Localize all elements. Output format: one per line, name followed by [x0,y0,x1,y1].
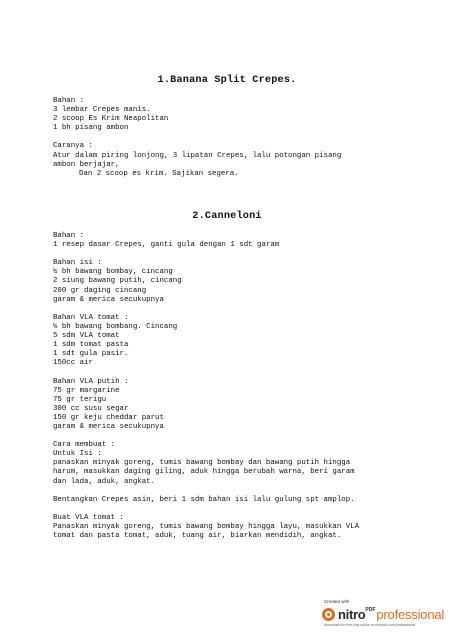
nitro-logo-icon [322,608,335,621]
text-line: Buat VLA tomat : [53,513,124,522]
text-line: Cara membuat : [53,441,116,450]
text-line: 75 gr margarine [53,386,120,395]
text-line: 1 sdm tomat pasta [53,341,129,350]
text-line: Dan 2 scoop es krim. Sajikan segera. [79,169,239,178]
section-body-banana-split-crepes [53,97,413,179]
text-line: Panaskan minyak goreng, tumis bawang bombay hingga layu, masukkan VLA [53,523,360,531]
nitro-brand: nitro [338,606,366,622]
nitro-pdf-watermark [322,599,450,633]
blank-line [53,368,413,377]
text-line: dan lada, aduk, angkat. [53,477,156,486]
text-line: 150 gr keju cheddar parut [53,413,164,422]
text-line: tomat dan pasta tomat, aduk, tuang air, biarkan mendidih, angkat. [53,532,342,541]
text-line: 2 siung bawang putih, cincang [53,277,182,286]
text-line: 1 sdt gula pasir. [53,350,129,359]
blank-line [53,305,413,314]
text-line: 3 lembar Crepes manis. [53,106,151,115]
text-line: Bahan isi : [53,259,102,268]
text-line: Caranya : [53,142,93,151]
text-line: ½ bh bawang bombay, cincang [53,268,173,277]
text-line: panaskan minyak goreng, tumis bawang bombay dan bawang putih hingga [53,459,351,468]
nitro-brand-sup: PDF [365,607,376,613]
section-title-banana-split-crepes: 1.Banana Split Crepes. [157,75,297,86]
text-line: garam & merica secukupnya [53,295,164,304]
section-title-canneloni: 2.Canneloni [192,211,262,222]
text-line: garam & merica secukupnya [53,422,164,431]
blank-line [53,487,413,496]
text-line: Bahan VLA putih : [53,377,129,386]
nitro-logo [322,606,450,622]
text-line: 300 cc susu segar [53,404,129,413]
blank-line [53,250,413,259]
section-body-canneloni [53,232,413,541]
text-line: Atur dalam piring lonjong, 3 lipatan Crepes, lalu potongan pisang [53,151,342,160]
nitro-fine-print: download the free trial online at nitropdf.com/professional [324,623,416,627]
text-line: ambon berjajar, [53,160,120,169]
text-line: 2 scoop Es Krim Neapolitan [53,115,169,124]
nitro-edition: professional [376,606,445,622]
text-line: harum, masukkan daging giling, aduk hingga berubah warna, beri garam [53,468,355,477]
text-line: Bentangkan Crepes asin, beri 1 sdm bahan isi lalu gulung spt amplop. [53,495,355,504]
text-line: Bahan VLA tomat : [53,313,129,322]
blank-line [53,432,413,441]
text-line: 200 gr daging cincang [53,286,147,295]
text-line: ½ bh bawang bombang. Cincang [53,322,178,331]
blank-line [53,505,413,514]
text-line: Untuk Isi : [53,450,102,459]
blank-line [53,133,413,142]
text-line: 5 sdm VLA tomat [53,332,120,341]
text-line: 1 resep dasar Crepes, ganti gula dengan 1 sdt garam [53,241,280,250]
text-line: Bahan : [53,97,85,105]
text-line: 150cc air [53,359,93,368]
text-line: 1 bh pisang ambon [53,124,129,133]
nitro-created-with-label: Created with [324,599,350,604]
text-line: 75 gr terigu [53,395,107,404]
text-line: Bahan : [53,232,85,240]
